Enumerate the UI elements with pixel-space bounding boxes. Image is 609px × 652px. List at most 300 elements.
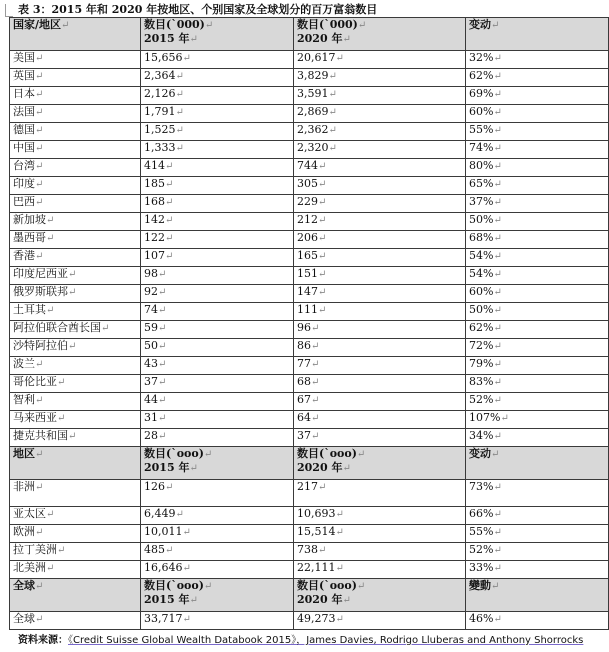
value-2015-cell (141, 411, 294, 429)
paragraph-mark: ↵ (493, 305, 502, 316)
row-name-cell (10, 69, 141, 87)
value-2020-cell (294, 69, 466, 87)
paragraph-mark: ↵ (35, 53, 44, 64)
paragraph-mark: ↵ (175, 125, 184, 136)
value-2020: 20,617 (297, 51, 336, 64)
paragraph-mark: ↵ (158, 377, 167, 388)
header-label: 2020 年 (297, 593, 343, 606)
table-row (10, 51, 609, 69)
change-percent-cell (466, 339, 609, 357)
value-2020-cell (294, 285, 466, 303)
value-2020: 67 (297, 393, 311, 406)
paragraph-mark: ↵ (318, 251, 327, 262)
paragraph-mark: ↵ (189, 463, 198, 474)
paragraph-mark: ↵ (493, 143, 502, 154)
value-2015-cell (141, 249, 294, 267)
value-2020: 738 (297, 543, 318, 556)
paragraph-mark: ↵ (165, 233, 174, 244)
change-percent: 32% (469, 51, 494, 64)
paragraph-mark: ↵ (335, 509, 344, 520)
change-percent: 60% (469, 105, 494, 118)
value-2020: 3,591 (297, 87, 329, 100)
header-label: 2020 年 (297, 32, 343, 45)
value-2015-cell (141, 267, 294, 285)
row-name-cell (10, 285, 141, 303)
change-percent-cell (466, 375, 609, 393)
paragraph-mark: ↵ (158, 395, 167, 406)
paragraph-mark: ↵ (68, 431, 77, 442)
change-percent-cell (466, 249, 609, 267)
value-2020: 147 (297, 285, 318, 298)
paragraph-mark: ↵ (328, 107, 337, 118)
paragraph-mark: ↵ (35, 143, 44, 154)
paragraph-mark: ↵ (493, 179, 502, 190)
table-row (10, 429, 609, 447)
value-2015: 50 (144, 339, 158, 352)
change-percent: 54% (469, 249, 494, 262)
row-name-cell (10, 357, 141, 375)
row-name-cell (10, 267, 141, 285)
paragraph-mark: ↵ (46, 305, 55, 316)
change-percent-cell (466, 321, 609, 339)
value-2015: 1,525 (144, 123, 176, 136)
source-label: 资料来源： (18, 635, 68, 646)
value-2020-cell (294, 339, 466, 357)
paragraph-mark: ↵ (35, 614, 44, 625)
value-2020-cell (294, 411, 466, 429)
paragraph-mark: ↵ (165, 161, 174, 172)
paragraph-mark: ↵ (335, 53, 344, 64)
value-2020-cell (294, 429, 466, 447)
value-2020-cell (294, 141, 466, 159)
row-name: 智利 (13, 393, 35, 406)
paragraph-mark: ↵ (357, 20, 367, 31)
paragraph-mark: ↵ (318, 269, 327, 280)
header-cell (294, 18, 466, 51)
row-name-cell (10, 321, 141, 339)
value-2015-cell (141, 429, 294, 447)
paragraph-mark: ↵ (165, 179, 174, 190)
value-2020-cell (294, 195, 466, 213)
row-name-cell (10, 177, 141, 195)
paragraph-mark: ↵ (493, 395, 502, 406)
value-2020: 77 (297, 357, 311, 370)
source-note (18, 633, 608, 649)
table-row (10, 231, 609, 249)
paragraph-mark: ↵ (493, 71, 502, 82)
change-percent-cell (466, 267, 609, 285)
value-2015: 485 (144, 543, 165, 556)
change-percent-cell (466, 612, 609, 630)
paragraph-mark: ↵ (328, 71, 337, 82)
value-2015-cell (141, 612, 294, 630)
row-name-cell (10, 105, 141, 123)
paragraph-mark: ↵ (182, 527, 191, 538)
value-2020: 15,514 (297, 525, 336, 538)
value-2020: 22,111 (297, 561, 336, 574)
paragraph-mark: ↵ (203, 449, 213, 460)
paragraph-mark: ↵ (491, 20, 500, 31)
change-percent-cell (466, 393, 609, 411)
value-2015: 59 (144, 321, 158, 334)
change-percent-cell (466, 507, 609, 525)
header-cell (10, 18, 141, 51)
change-percent: 83% (469, 375, 494, 388)
change-percent-cell (466, 357, 609, 375)
paragraph-mark: ↵ (311, 431, 320, 442)
millionaires-table (9, 17, 609, 630)
value-2020-cell (294, 321, 466, 339)
paragraph-mark: ↵ (35, 125, 44, 136)
table-row (10, 393, 609, 411)
row-name: 亚太区 (13, 507, 46, 520)
row-name: 捷克共和国 (13, 429, 68, 442)
value-2020-cell (294, 612, 466, 630)
table-row (10, 480, 609, 507)
value-2020: 49,273 (297, 612, 336, 625)
paragraph-mark: ↵ (175, 71, 184, 82)
paragraph-mark: ↵ (35, 527, 44, 538)
value-2020: 68 (297, 375, 311, 388)
value-2020: 3,829 (297, 69, 329, 82)
value-2015-cell (141, 231, 294, 249)
table-row (10, 141, 609, 159)
paragraph-mark: ↵ (57, 545, 66, 556)
value-2020-cell (294, 480, 466, 507)
value-2015: 126 (144, 480, 165, 493)
row-name: 印度 (13, 177, 35, 190)
value-2020-cell (294, 357, 466, 375)
paragraph-mark: ↵ (318, 482, 327, 493)
header-label: 2015 年 (144, 461, 190, 474)
paragraph-mark: ↵ (493, 614, 502, 625)
value-2020-cell (294, 375, 466, 393)
change-percent: 54% (469, 267, 494, 280)
value-2015: 74 (144, 303, 158, 316)
value-2020-cell (294, 213, 466, 231)
paragraph-mark: ↵ (335, 527, 344, 538)
paragraph-mark: ↵ (158, 305, 167, 316)
paragraph-mark: ↵ (491, 449, 500, 460)
row-name-cell (10, 375, 141, 393)
change-percent-cell (466, 285, 609, 303)
paragraph-mark: ↵ (318, 179, 327, 190)
change-percent-cell (466, 213, 609, 231)
paragraph-mark: ↵ (175, 509, 184, 520)
table-row (10, 411, 609, 429)
paragraph-mark: ↵ (158, 269, 167, 280)
header-cell (10, 579, 141, 612)
source-text: 《Credit Suisse Global Wealth Databook 2015》，James Davies, Rodrigo Lluberas and Anthony Shorrocks (68, 635, 584, 646)
paragraph-mark: ↵ (189, 34, 198, 45)
header-label: 变动 (469, 18, 491, 31)
value-2020-cell (294, 231, 466, 249)
paragraph-mark: ↵ (493, 269, 502, 280)
table-row (10, 177, 609, 195)
row-name-cell (10, 525, 141, 543)
value-2015: 6,449 (144, 507, 176, 520)
value-2020: 229 (297, 195, 318, 208)
paragraph-mark: ↵ (318, 287, 327, 298)
region_table-header-row (10, 447, 609, 480)
paragraph-mark: ↵ (57, 377, 66, 388)
paragraph-mark: ↵ (189, 595, 198, 606)
paragraph-mark: ↵ (158, 341, 167, 352)
table-row (10, 87, 609, 105)
paragraph-mark: ↵ (182, 53, 191, 64)
paragraph-mark: ↵ (175, 143, 184, 154)
row-name-cell (10, 411, 141, 429)
paragraph-mark: ↵ (493, 233, 502, 244)
value-2020-cell (294, 525, 466, 543)
paragraph-mark: ↵ (46, 215, 55, 226)
header-label: 数目(`ooo) (297, 579, 357, 592)
row-name-cell (10, 123, 141, 141)
country_table-header-row (10, 18, 609, 51)
paragraph-mark: ↵ (35, 251, 44, 262)
value-2015-cell (141, 507, 294, 525)
row-name: 英国 (13, 69, 35, 82)
change-percent: 60% (469, 285, 494, 298)
value-2015: 142 (144, 213, 165, 226)
change-percent-cell (466, 159, 609, 177)
paragraph-mark: ↵ (46, 233, 55, 244)
row-name: 香港 (13, 249, 35, 262)
value-2015: 31 (144, 411, 158, 424)
row-name-cell (10, 87, 141, 105)
table-row (10, 213, 609, 231)
paragraph-mark: ↵ (175, 107, 184, 118)
value-2015-cell (141, 303, 294, 321)
table-row (10, 105, 609, 123)
paragraph-mark: ↵ (158, 413, 167, 424)
header-label: 全球 (13, 579, 35, 592)
value-2015-cell (141, 159, 294, 177)
table-row (10, 303, 609, 321)
paragraph-mark: ↵ (342, 34, 351, 45)
paragraph-mark: ↵ (203, 581, 213, 592)
change-percent-cell (466, 525, 609, 543)
value-2020: 206 (297, 231, 318, 244)
row-name-cell (10, 249, 141, 267)
paragraph-mark: ↵ (46, 563, 55, 574)
value-2020-cell (294, 249, 466, 267)
value-2015: 37 (144, 375, 158, 388)
paragraph-mark: ↵ (493, 161, 502, 172)
value-2020: 96 (297, 321, 311, 334)
value-2015-cell (141, 87, 294, 105)
table-row (10, 525, 609, 543)
header-label: 2020 年 (297, 461, 343, 474)
paragraph-mark: ↵ (493, 545, 502, 556)
paragraph-mark: ↵ (318, 197, 327, 208)
row-name: 北美洲 (13, 561, 46, 574)
value-2015: 107 (144, 249, 165, 262)
value-2020-cell (294, 123, 466, 141)
value-2020-cell (294, 177, 466, 195)
paragraph-mark: ↵ (57, 413, 66, 424)
paragraph-mark: ↵ (35, 179, 44, 190)
change-percent: 69% (469, 87, 494, 100)
change-percent-cell (466, 177, 609, 195)
row-name: 美国 (13, 51, 35, 64)
paragraph-mark: ↵ (318, 215, 327, 226)
paragraph-mark: ↵ (318, 233, 327, 244)
change-percent-cell (466, 543, 609, 561)
paragraph-mark: ↵ (335, 563, 344, 574)
value-2015: 33,717 (144, 612, 183, 625)
paragraph-mark: ↵ (318, 161, 327, 172)
value-2020: 111 (297, 303, 318, 316)
header-label: 变动 (469, 447, 491, 460)
row-name-cell (10, 612, 141, 630)
paragraph-mark: ↵ (35, 395, 44, 406)
row-name-cell (10, 543, 141, 561)
header-label: 2015 年 (144, 593, 190, 606)
change-percent-cell (466, 87, 609, 105)
paragraph-mark: ↵ (311, 395, 320, 406)
paragraph-mark: ↵ (328, 89, 337, 100)
change-percent: 50% (469, 303, 494, 316)
value-2020: 2,362 (297, 123, 329, 136)
value-2020-cell (294, 267, 466, 285)
row-name: 欧洲 (13, 525, 35, 538)
row-name-cell (10, 480, 141, 507)
paragraph-mark: ↵ (35, 581, 44, 592)
paragraph-mark: ↵ (158, 431, 167, 442)
value-2015-cell (141, 105, 294, 123)
paragraph-mark: ↵ (356, 449, 366, 460)
paragraph-mark: ↵ (318, 545, 327, 556)
value-2020: 10,693 (297, 507, 336, 520)
value-2015: 43 (144, 357, 158, 370)
value-2020: 2,869 (297, 105, 329, 118)
paragraph-mark: ↵ (493, 287, 502, 298)
paragraph-mark: ↵ (68, 341, 77, 352)
value-2015-cell (141, 375, 294, 393)
global_table-header-row (10, 579, 609, 612)
header-label: 数目(`000) (297, 18, 358, 31)
table-row (10, 561, 609, 579)
paragraph-mark: ↵ (493, 563, 502, 574)
value-2020-cell (294, 543, 466, 561)
row-name: 新加坡 (13, 213, 46, 226)
header-cell (466, 579, 609, 612)
change-percent: 68% (469, 231, 494, 244)
value-2015: 98 (144, 267, 158, 280)
paragraph-mark: ↵ (46, 509, 55, 520)
row-name: 墨西哥 (13, 231, 46, 244)
change-percent-cell (466, 105, 609, 123)
margin-corner-mark (5, 4, 13, 17)
change-percent-cell (466, 480, 609, 507)
row-name: 中国 (13, 141, 35, 154)
row-name: 法国 (13, 105, 35, 118)
paragraph-mark: ↵ (35, 359, 44, 370)
value-2020-cell (294, 159, 466, 177)
row-name: 波兰 (13, 357, 35, 370)
value-2020: 212 (297, 213, 318, 226)
row-name-cell (10, 393, 141, 411)
header-cell (294, 579, 466, 612)
paragraph-mark: ↵ (318, 305, 327, 316)
row-name: 土耳其 (13, 303, 46, 316)
row-name: 巴西 (13, 195, 35, 208)
value-2020: 744 (297, 159, 318, 172)
row-name: 沙特阿拉伯 (13, 339, 68, 352)
paragraph-mark: ↵ (493, 482, 502, 493)
value-2020-cell (294, 87, 466, 105)
value-2015: 16,646 (144, 561, 183, 574)
change-percent-cell (466, 429, 609, 447)
change-percent: 52% (469, 543, 494, 556)
table-row (10, 507, 609, 525)
paragraph-mark: ↵ (35, 107, 44, 118)
header-cell (10, 447, 141, 480)
change-percent: 72% (469, 339, 494, 352)
value-2015: 15,656 (144, 51, 183, 64)
value-2015-cell (141, 141, 294, 159)
row-name: 印度尼西亚 (13, 267, 68, 280)
paragraph-mark: ↵ (35, 89, 44, 100)
table-row (10, 339, 609, 357)
change-percent: 52% (469, 393, 494, 406)
change-percent: 50% (469, 213, 494, 226)
change-percent: 65% (469, 177, 494, 190)
value-2015: 122 (144, 231, 165, 244)
paragraph-mark: ↵ (204, 20, 214, 31)
header-label: 国家/地区 (13, 18, 62, 31)
row-name: 台湾 (13, 159, 35, 172)
paragraph-mark: ↵ (158, 359, 167, 370)
table-row (10, 543, 609, 561)
header-cell (466, 18, 609, 51)
row-name: 日本 (13, 87, 35, 100)
paragraph-mark: ↵ (493, 107, 502, 118)
value-2015: 1,791 (144, 105, 176, 118)
value-2015-cell (141, 285, 294, 303)
paragraph-mark: ↵ (356, 581, 366, 592)
value-2020: 305 (297, 177, 318, 190)
change-percent: 37% (469, 195, 494, 208)
paragraph-mark: ↵ (311, 359, 320, 370)
header-label: 数目(`ooo) (144, 579, 204, 592)
change-percent: 62% (469, 69, 494, 82)
paragraph-mark: ↵ (35, 161, 44, 172)
table-row (10, 249, 609, 267)
paragraph-mark: ↵ (493, 323, 502, 334)
value-2015-cell (141, 213, 294, 231)
change-percent: 34% (469, 429, 494, 442)
table-caption: 表 3：2015 年和 2020 年按地区、个别国家及全球划分的百万富翁数目 (18, 3, 378, 16)
row-name-cell (10, 159, 141, 177)
header-label: 2015 年 (144, 32, 190, 45)
value-2020: 2,320 (297, 141, 329, 154)
row-name: 俄罗斯联邦 (13, 285, 68, 298)
value-2015: 168 (144, 195, 165, 208)
value-2020: 151 (297, 267, 318, 280)
paragraph-mark: ↵ (311, 323, 320, 334)
change-percent: 62% (469, 321, 494, 334)
change-percent: 46% (469, 612, 494, 625)
paragraph-mark: ↵ (493, 527, 502, 538)
value-2020-cell (294, 561, 466, 579)
value-2020-cell (294, 303, 466, 321)
header-cell (466, 447, 609, 480)
row-name-cell (10, 213, 141, 231)
table-row (10, 123, 609, 141)
value-2015-cell (141, 51, 294, 69)
